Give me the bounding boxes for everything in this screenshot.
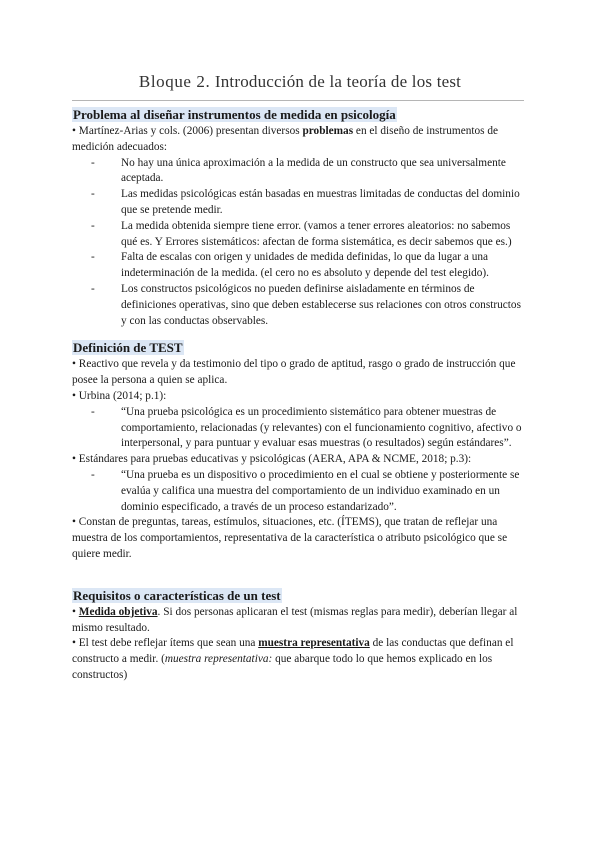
requirement-objective: • Medida objetiva. Si dos personas aplicaran el test (mismas reglas para medir), deberían llegar al mismo resultado. <box>72 605 518 634</box>
section-heading-definicion: Definición de TEST <box>73 340 183 356</box>
list-item: - “Una prueba psicológica es un procedimiento sistemático para obtener muestras de comportamiento, relacionadas (y relevantes) con el funcionamiento cognitivo, afectivo o interpersonal, y para puntuar y evaluar esas muestras (o resultados) según estándares”. <box>91 405 522 450</box>
list-item: - No hay una única aproximación a la medida de un constructo que sea universalmente aceptada. <box>91 156 506 185</box>
list-item: - Los constructos psicológicos no pueden definirse aisladamente en términos de definiciones operativas, sino que deben establecerse sus relaciones con otros constructos y con las conductas observables. <box>91 282 521 327</box>
standards-quote-list <box>72 468 528 515</box>
section1-intro: • Martínez-Arias y cols. (2006) presentan diversos problemas en el diseño de instrumentos de medición adecuados: <box>72 125 499 153</box>
title-divider <box>72 100 524 101</box>
title-text: Introducción de la teoría de los test <box>214 72 462 91</box>
list-item: - Las medidas psicológicas están basadas en muestras limitadas de conductas del dominio que se pretende medir. <box>91 188 520 216</box>
bloque-label: Bloque 2. <box>138 72 211 91</box>
list-item: - Falta de escalas con origen y unidades de medida definidas, lo que da lugar a una indeterminación de la medida. (el cero no es absoluto y depende del test elegido). <box>91 251 489 280</box>
list-item: - La medida obtenida siempre tiene error. (vamos a tener errores aleatorios: no sabemos qué es. Y Errores sistemáticos: afectan de forma sistemática, es decir sabemos que es.) <box>91 219 512 248</box>
section-heading-problema: Problema al diseñar instrumentos de medida en psicología <box>73 107 396 122</box>
standards-citation: • Estándares para pruebas educativas y psicológicas (AERA, APA & NCME, 2018; p.3): <box>72 453 472 466</box>
document-body <box>72 106 528 684</box>
urbina-quote-list <box>72 405 528 452</box>
problem-list <box>72 156 528 330</box>
section-heading-requisitos: Requisitos o características de un test <box>73 587 281 603</box>
items-paragraph: • Constan de preguntas, tareas, estímulos, situaciones, etc. (ÍTEMS), que tratan de reflejar una muestra de los comportamientos, representativa de la característica o atributo psicológico que se quiere medir. <box>72 516 508 560</box>
urbina-citation: • Urbina (2014; p.1): <box>72 389 167 402</box>
requirement-representative: • El test debe reflejar ítems que sean una muestra representativa de las conductas que definan el constructo a medir. (muestra representativa: que abarque todo lo que hemos explicado en los constructos) <box>72 637 514 681</box>
list-item: - “Una prueba es un dispositivo o procedimiento en el cual se obtiene y posteriormente se evalúa y califica una muestra del comportamiento de un individuo examinado en un dominio especificado, a través de un proceso estandarizado”. <box>91 468 520 513</box>
definition-paragraph: • Reactivo que revela y da testimonio del tipo o grado de aptitud, rasgo o grado de instrucción que posee la persona a quien se aplica. <box>72 358 516 387</box>
page-title <box>0 72 600 92</box>
